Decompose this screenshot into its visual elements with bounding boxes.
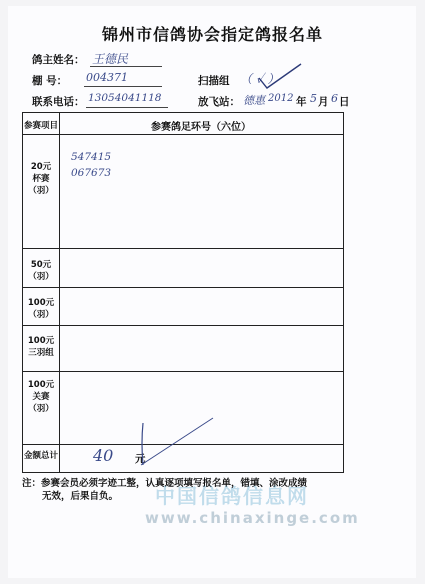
- year-char: 年: [296, 96, 307, 108]
- scan-group-label: 扫描组: [198, 75, 230, 87]
- owner-label: 鸽主姓名：: [32, 54, 85, 66]
- release-station-value: 德惠: [243, 94, 265, 107]
- watermark-cn: 中国信鸽信息网: [155, 484, 309, 508]
- watermark-url: www.chinaxinge.com: [145, 509, 360, 527]
- total-label: 金额总计: [23, 451, 58, 461]
- phone-underline: [86, 107, 168, 108]
- row-label-50: 50元 （羽）: [28, 260, 54, 282]
- loft-label: 棚 号：: [32, 75, 68, 87]
- loft-underline: [84, 86, 162, 87]
- owner-underline: [90, 66, 162, 67]
- release-day: 6: [331, 92, 338, 105]
- col-header-event: 参赛项目: [23, 121, 58, 131]
- col-header-rings: 参赛鸽足环号（六位）: [151, 122, 251, 133]
- form-title: 锦州市信鸽协会指定鸽报名单: [101, 25, 323, 44]
- owner-value: 王德民: [92, 52, 129, 66]
- loft-value: 004371: [86, 71, 128, 84]
- registration-table: [22, 112, 344, 473]
- row-label-100: 100元 （羽）: [27, 298, 55, 320]
- check-mark-icon: [255, 62, 305, 92]
- release-month: 5: [310, 92, 317, 105]
- phone-value: 13054041118: [88, 92, 162, 104]
- row-label-100-trio: 100元 三羽组: [27, 336, 55, 358]
- note-line-1: 注：参赛会员必须字迹工整，认真逐项填写报名单，错填、涂改成绩: [22, 478, 308, 489]
- ring-number: 067673: [71, 167, 112, 179]
- month-char: 月: [318, 96, 329, 108]
- total-unit: 元: [135, 453, 146, 465]
- day-char: 日: [339, 96, 350, 108]
- note-line-2: 无效，后果自负。: [42, 491, 119, 502]
- release-year: 2012: [268, 93, 294, 104]
- row-label-20-cup: 20元 杯赛 （羽）: [28, 162, 54, 196]
- release-station-label: 放飞站：: [198, 96, 240, 108]
- phone-label: 联系电话：: [32, 96, 85, 108]
- pen-strike-marks: [23, 113, 345, 474]
- total-amount: 40: [93, 446, 114, 465]
- ring-number: 547415: [71, 151, 112, 163]
- scan-group-value: （ ✓ ）: [240, 72, 280, 86]
- row-label-100-final: 100元 关赛 （羽）: [27, 380, 55, 414]
